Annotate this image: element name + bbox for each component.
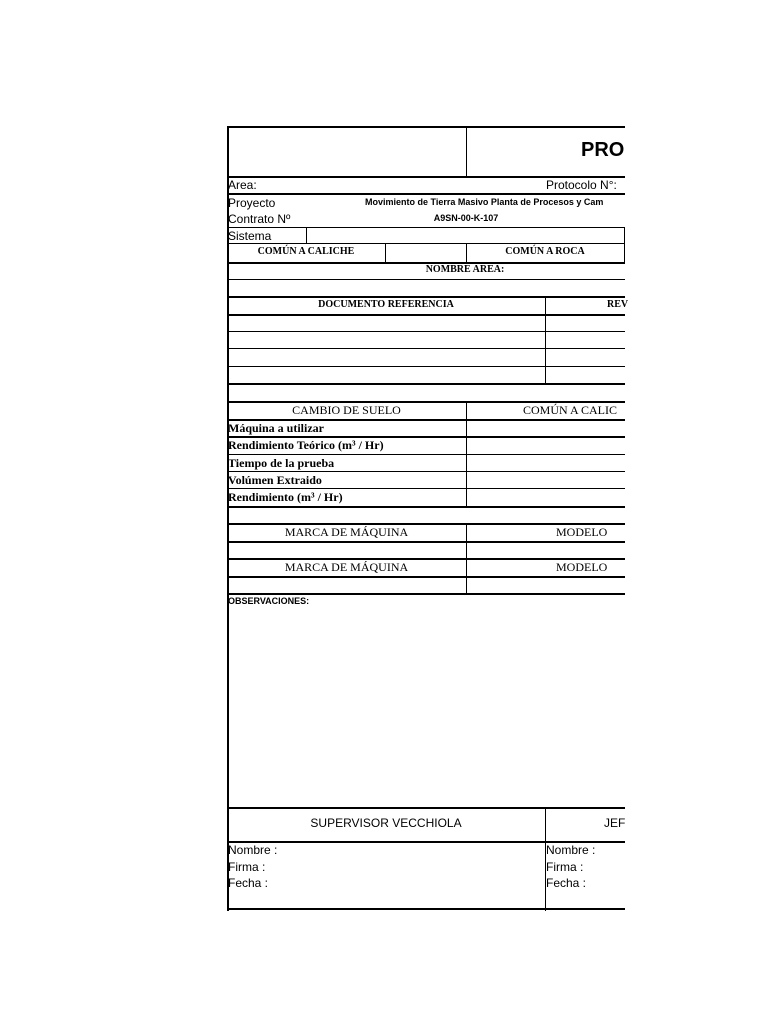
soil-row-label: Máquina a utilizar	[228, 421, 325, 435]
proyecto-label: Proyecto	[228, 196, 276, 210]
nombre-area-label: NOMBRE AREA:	[425, 264, 505, 275]
jefe-firma-label: Firma :	[546, 860, 584, 874]
contrato-value: A9SN-00-K-107	[433, 213, 499, 223]
proyecto-value: Movimiento de Tierra Masivo Planta de Procesos y Cam	[365, 197, 604, 207]
doc-row-line	[227, 366, 625, 367]
modelo-header: MODELO	[556, 525, 608, 539]
observaciones-area	[229, 610, 625, 807]
jefe-title: JEF	[604, 816, 626, 830]
comun-caliche-header: COMÚN A CALIC	[523, 403, 618, 417]
protocolo-label: Protocolo N°:	[546, 178, 617, 192]
soil-row-label: Rendimiento (m³ / Hr)	[228, 490, 343, 504]
marca-maquina-header: MARCA DE MÁQUINA	[284, 525, 409, 539]
area-label: Area:	[228, 178, 257, 192]
comun-caliche-label: COMÚN A CALICHE	[257, 246, 355, 257]
cambio-suelo-header: CAMBIO DE SUELO	[292, 403, 401, 417]
supervisor-title: SUPERVISOR VECCHIOLA	[310, 816, 462, 830]
soil-row-label: Tiempo de la prueba	[228, 456, 335, 470]
marca-maquina-header: MARCA DE MÁQUINA	[284, 560, 409, 574]
doc-row-line	[227, 331, 625, 332]
soil-row-label: Volúmen Extraido	[228, 473, 322, 487]
supervisor-nombre-label: Nombre :	[228, 843, 278, 857]
documento-referencia-header: DOCUMENTO REFERENCIA	[318, 299, 454, 310]
form-title: PRO	[581, 139, 625, 161]
protocol-form	[227, 126, 629, 911]
sistema-label: Sistema	[228, 229, 272, 243]
supervisor-fecha-label: Fecha :	[228, 876, 269, 890]
soil-row-label: Rendimiento Teórico (m³ / Hr)	[228, 438, 384, 452]
jefe-nombre-label: Nombre :	[546, 843, 596, 857]
revision-header: REV	[607, 299, 629, 310]
jefe-fecha-label: Fecha :	[546, 876, 587, 890]
comun-roca-label: COMÚN A ROCA	[505, 246, 585, 257]
contrato-label: Contrato Nº	[228, 212, 291, 226]
doc-row-line	[227, 348, 625, 349]
supervisor-firma-label: Firma :	[228, 860, 266, 874]
modelo-header: MODELO	[556, 560, 608, 574]
observaciones-label: OBSERVACIONES:	[228, 596, 310, 606]
